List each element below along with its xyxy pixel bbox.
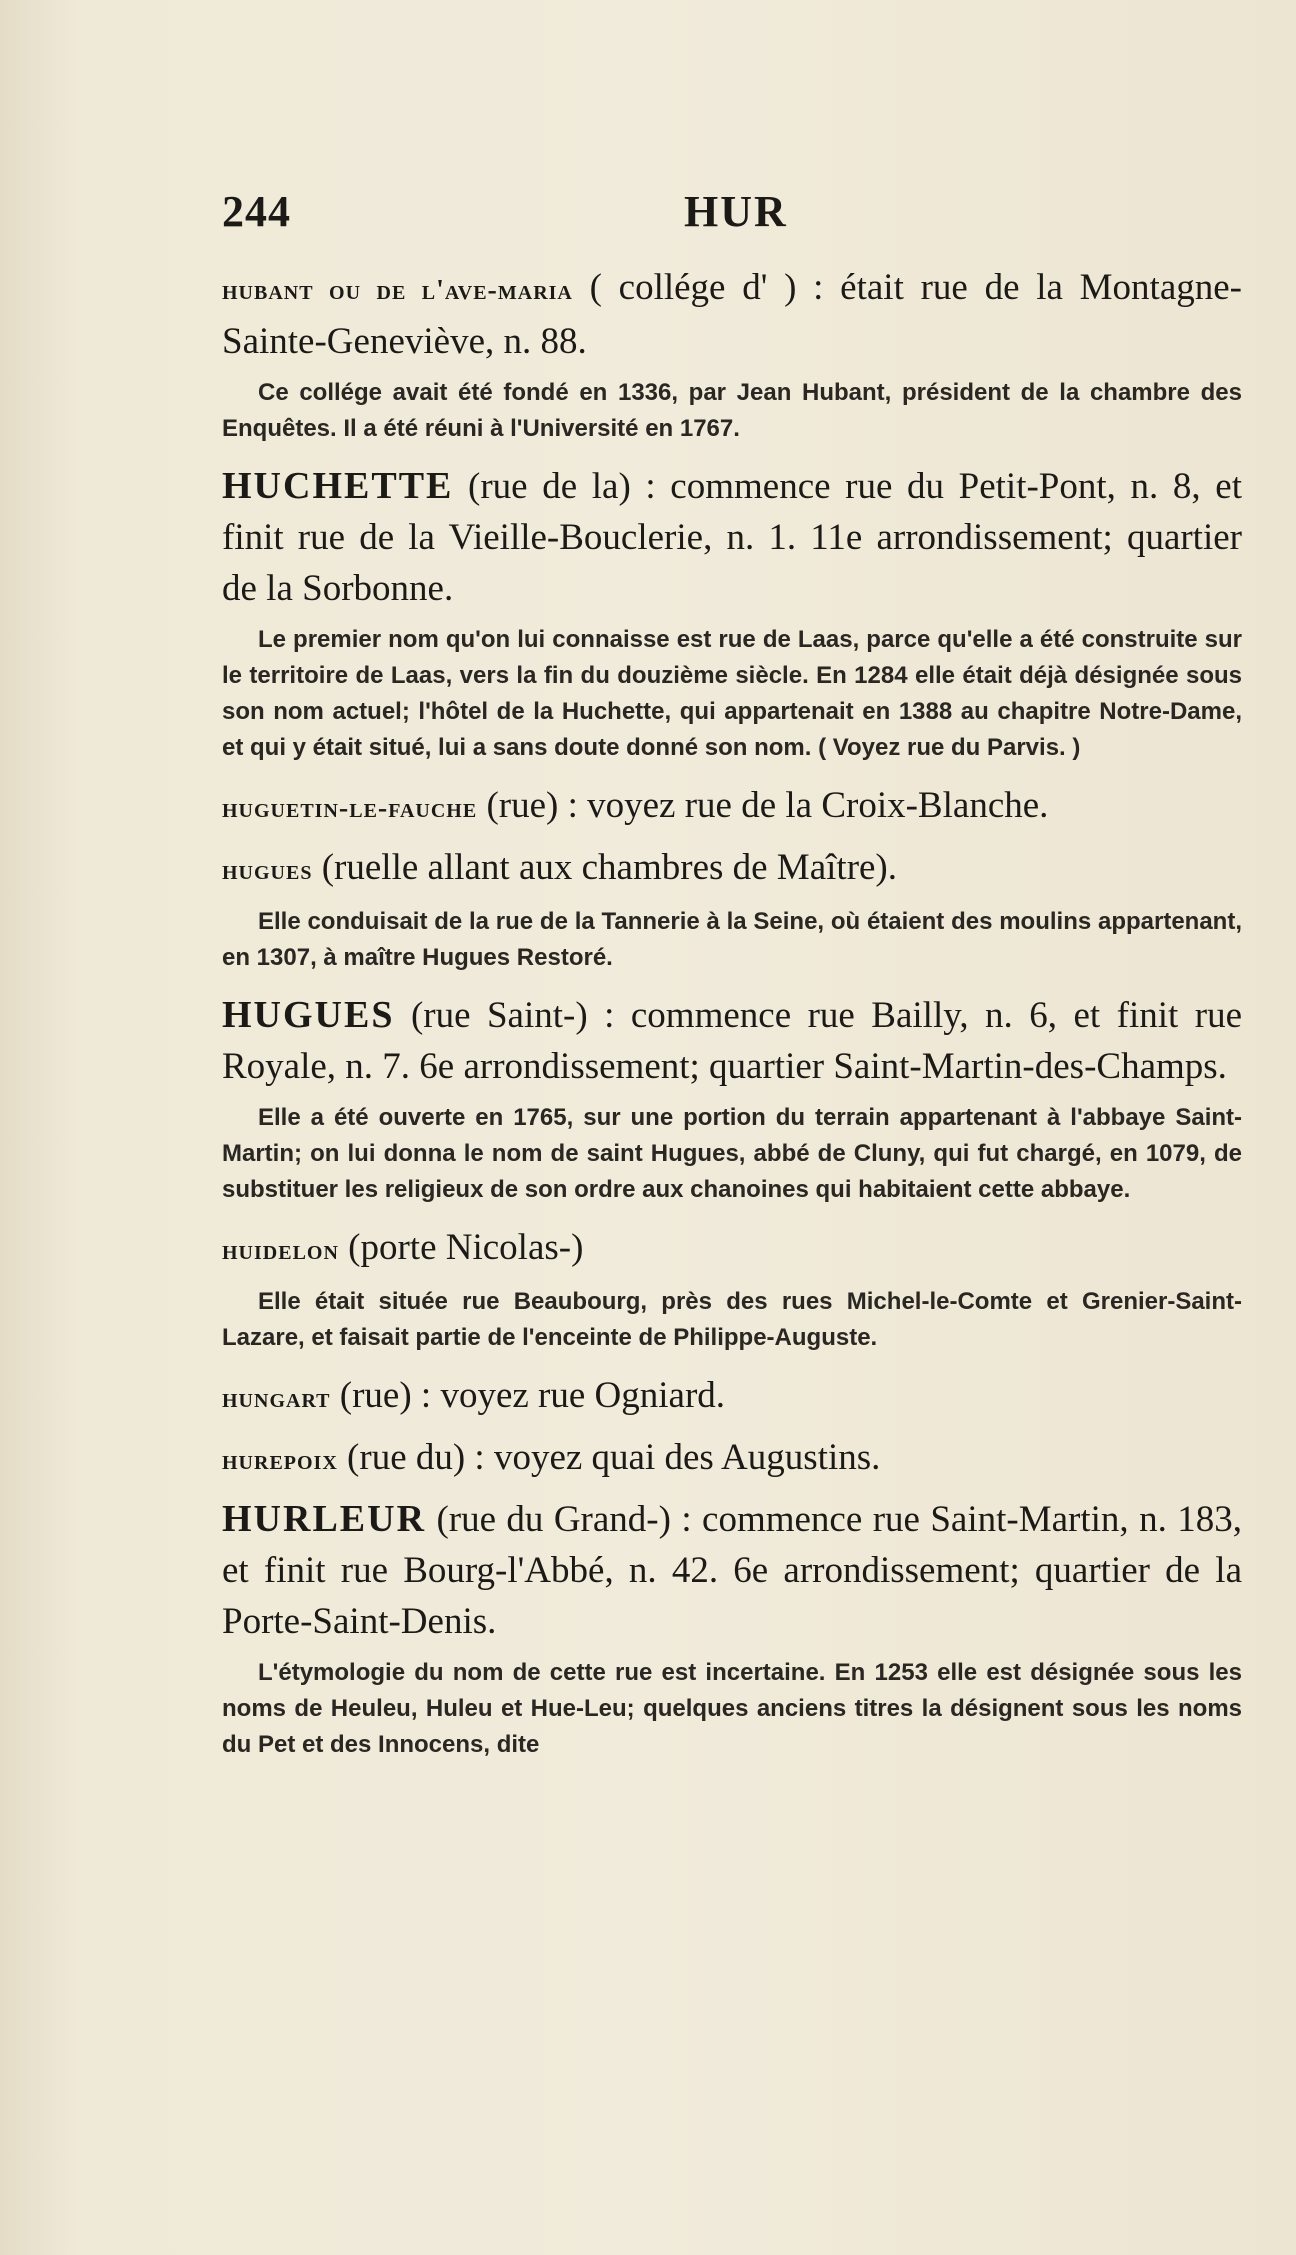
entry-heading: [222, 1494, 1242, 1647]
entry-hurepoix: [222, 1432, 1242, 1486]
entry-description: Elle était située rue Beaubourg, près des rues Michel-le-Comte et Grenier-Saint-Lazare, et faisait partie de l'enceinte de Philippe-Auguste.: [222, 1288, 1242, 1351]
headword: huidelon: [222, 1235, 339, 1266]
entry-description: Elle a été ouverte en 1765, sur une portion du terrain appartenant à l'abbaye Saint-Martin; on lui donna le nom de saint Hugues, abbé de Cluny, qui fut chargé, en 1079, de substituer les religieux de son ordre aux chanoines qui habitaient cette abbaye.: [222, 1104, 1242, 1203]
entry-location: (ruelle allant aux chambres de Maître).: [312, 847, 898, 888]
headword: HUGUES: [222, 994, 395, 1036]
entry-huidelon: [222, 1222, 1242, 1356]
entry-heading: [222, 1222, 1242, 1276]
entry-description: Le premier nom qu'on lui connaisse est rue de Laas, parce qu'elle a été construite sur le territoire de Laas, vers la fin du douzième siècle. En 1284 elle était déjà désignée sous son nom actuel; l'hôtel de la Huchette, qui appartenait en 1388 au chapitre Notre-Dame, et qui y était situé, lui a sans doute donné son nom. ( Voyez rue du Parvis. ): [222, 626, 1242, 761]
entry-heading: [222, 461, 1242, 614]
entry-heading: [222, 780, 1242, 834]
entry-location: ( collége d' ) : était rue de la Montagne-Sainte-Geneviève, n. 88.: [222, 267, 1242, 362]
entry-location: (rue de la) : commence rue du Petit-Pont, n. 8, et finit rue de la Vieille-Bouclerie, n. 1. 11e arrondissement; quartier de la Sorbonne.: [222, 466, 1242, 609]
entry-huchette: [222, 461, 1242, 766]
entry-location: (rue Saint-) : commence rue Bailly, n. 6, et finit rue Royale, n. 7. 6e arrondissement; quartier Saint-Martin-des-Champs.: [222, 995, 1242, 1087]
entry-hurleur: [222, 1494, 1242, 1763]
headword: hubant ou de l'ave-maria: [222, 275, 573, 306]
entry-hungart: [222, 1370, 1242, 1424]
entry-heading: [222, 1370, 1242, 1424]
entry-location: (rue du) : voyez quai des Augustins.: [337, 1437, 881, 1478]
entry-heading: [222, 1432, 1242, 1486]
page-number: 244: [222, 187, 291, 236]
entry-hugues-ruelle: [222, 842, 1242, 976]
headword: hungart: [222, 1383, 331, 1414]
page-header: [222, 186, 1242, 246]
entry-location: (porte Nicolas-): [338, 1227, 584, 1268]
running-head: HUR: [684, 187, 788, 236]
entry-description: L'étymologie du nom de cette rue est incertaine. En 1253 elle est désignée sous les noms de Heuleu, Huleu et Hue-Leu; quelques anciens titres la désignent sous les noms du Pet et des Innocens, dite: [222, 1659, 1242, 1758]
entry-heading: [222, 842, 1242, 896]
headword: hugues: [222, 855, 313, 886]
entry-description: Elle conduisait de la rue de la Tannerie à la Seine, où étaient des moulins appartenant, en 1307, à maître Hugues Restoré.: [222, 908, 1242, 971]
entry-location: (rue) : voyez rue de la Croix-Blanche.: [477, 785, 1049, 826]
headword: HUCHETTE: [222, 465, 454, 507]
entry-description: Ce collége avait été fondé en 1336, par Jean Hubant, président de la chambre des Enquêtes. Il a été réuni à l'Université en 1767.: [222, 379, 1242, 442]
entry-hugues-saint: [222, 990, 1242, 1208]
entry-huguetin-le-fauche: [222, 780, 1242, 834]
headword: huguetin-le-fauche: [222, 793, 478, 824]
page-content: [222, 262, 1242, 1777]
headword: hurepoix: [222, 1445, 338, 1476]
entry-location: (rue) : voyez rue Ogniard.: [330, 1375, 726, 1416]
entry-heading: [222, 990, 1242, 1092]
entry-hubant: [222, 262, 1242, 447]
entry-location: (rue du Grand-) : commence rue Saint-Martin, n. 183, et finit rue Bourg-l'Abbé, n. 42. 6e arrondissement; quartier de la Porte-Saint-Denis.: [222, 1499, 1242, 1642]
headword: HURLEUR: [222, 1498, 427, 1540]
entry-heading: [222, 262, 1242, 367]
